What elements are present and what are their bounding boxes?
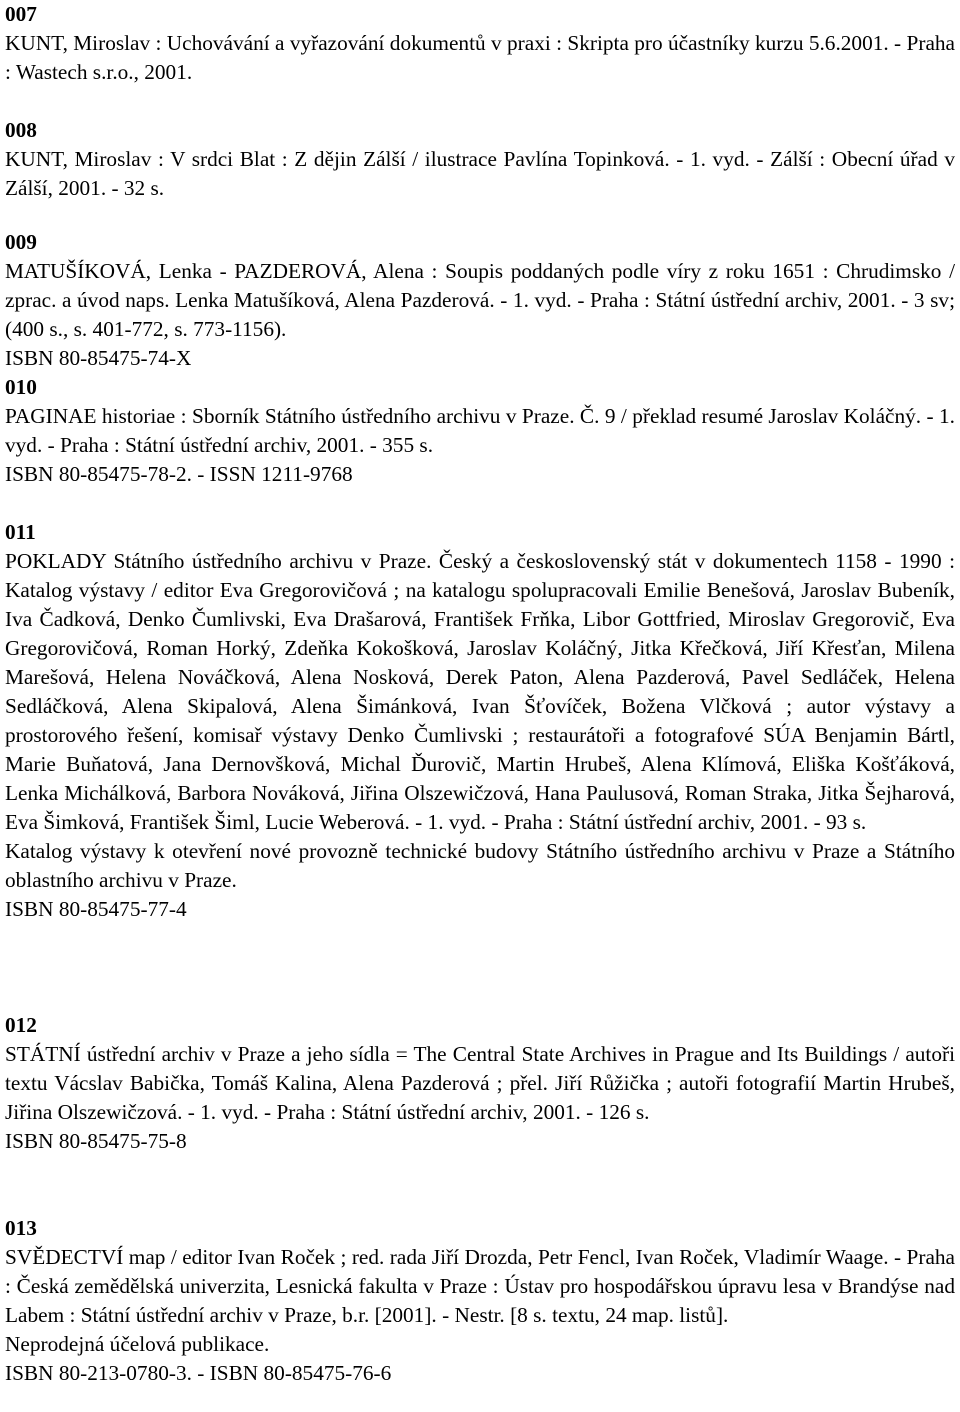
entry-number: 009 [5, 230, 37, 254]
entry-007 [5, 0, 955, 87]
entry-note: Katalog výstavy k otevření nové provozně technické budovy Státního ústředního archivu v Praze a Státního oblastního archivu v Praze. [5, 839, 955, 892]
entry-number: 007 [5, 2, 37, 26]
entry-text: MATUŠÍKOVÁ, Lenka - PAZDEROVÁ, Alena : Soupis poddaných podle víry z roku 1651 : Chrudimsko / zprac. a úvod naps. Lenka Matušíková, Alena Pazderová. - 1. vyd. - Praha : Státní ústřední archiv, 2001. - 3 sv; (400 s., s. 401-772, s. 773-1156). [5, 259, 955, 341]
entry-text: KUNT, Miroslav : Uchovávání a vyřazování dokumentů v praxi : Skripta pro účastníky kurzu 5.6.2001. - Praha : Wastech s.r.o., 2001. [5, 31, 955, 84]
entry-text: POKLADY Státního ústředního archivu v Praze. Český a československý stát v dokumentech 1158 - 1990 : Katalog výstavy / editor Eva Gregorovičová ; na katalogu spolupracovali Emilie Benešová, Jaroslav Bubeník, Iva Čadková, Denko Čumlivski, Eva Drašarová, František Frňka, Libor Gottfried, Miroslav Gregorovič, Eva Gregorovičová, Roman Horký, Zdeňka Kokošková, Jaroslav Koláčný, Jitka Křečková, Jiří Křesťan, Milena Marešová, Helena Nováčková, Alena Nosková, Derek Paton, Alena Pazderová, Pavel Sedláček, Helena Sedláčková, Alena Skipalová, Alena Šimánková, Ivan Šťovíček, Božena Vlčková ; autor výstavy a prostorového řešení, komisař výstavy Denko Čumlivski ; restaurátoři a fotografové SÚA Benjamin Bártl, Marie Buňatová, Jana Dernovšková, Michal Ďurovič, Martin Hrubeš, Alena Klímová, Eliška Košťáková, Lenka Michálková, Barbora Nováková, Jiřina Olszewičzová, Hana Paulusová, Roman Straka, Jitka Šejharová, Eva Šimková, František Šiml, Lucie Weberová. - 1. vyd. - Praha : Státní ústřední archiv, 2001. - 93 s. [5, 549, 955, 834]
entry-isbn: ISBN 80-85475-74-X [5, 346, 192, 370]
entry-text: SVĚDECTVÍ map / editor Ivan Roček ; red. rada Jiří Drozda, Petr Fencl, Ivan Roček, Vladimír Waage. - Praha : Česká zemědělská univerzita, Lesnická fakulta v Praze : Ústav pro hospodářskou úpravu lesa v Brandýse nad Labem : Státní ústřední archiv v Praze, b.r. [2001]. - Nestr. [8 s. textu, 24 map. listů]. [5, 1245, 955, 1327]
entry-text: KUNT, Miroslav : V srdci Blat : Z dějin Zálší / ilustrace Pavlína Topinková. - 1. vyd. - Zálší : Obecní úřad v Zálší, 2001. - 32 s. [5, 147, 955, 200]
entry-013 [5, 1214, 955, 1388]
entry-note: Neprodejná účelová publikace. [5, 1332, 270, 1356]
entry-text: STÁTNÍ ústřední archiv v Praze a jeho sídla = The Central State Archives in Prague and Its Buildings / autoři textu Vácslav Babička, Tomáš Kalina, Alena Pazderová ; přel. Jiří Růžička ; autoři fotografií Martin Hrubeš, Jiřina Olszewičzová. - 1. vyd. - Praha : Státní ústřední archiv, 2001. - 126 s. [5, 1042, 955, 1124]
entry-number: 013 [5, 1216, 37, 1240]
entry-isbn: ISBN 80-213-0780-3. - ISBN 80-85475-76-6 [5, 1361, 392, 1385]
entry-isbn: ISBN 80-85475-77-4 [5, 897, 187, 921]
entry-011 [5, 518, 955, 924]
entry-009 [5, 228, 955, 373]
entry-008 [5, 116, 955, 203]
entry-isbn: ISBN 80-85475-75-8 [5, 1129, 187, 1153]
entry-number: 012 [5, 1013, 37, 1037]
entry-isbn: ISBN 80-85475-78-2. - ISSN 1211-9768 [5, 462, 353, 486]
entry-number: 011 [5, 520, 36, 544]
entry-010 [5, 373, 955, 489]
entry-text: PAGINAE historiae : Sborník Státního ústředního archivu v Praze. Č. 9 / překlad resumé Jaroslav Koláčný. - 1. vyd. - Praha : Státní ústřední archiv, 2001. - 355 s. [5, 404, 955, 457]
entry-number: 008 [5, 118, 37, 142]
entry-number: 010 [5, 375, 37, 399]
entry-012 [5, 1011, 955, 1156]
